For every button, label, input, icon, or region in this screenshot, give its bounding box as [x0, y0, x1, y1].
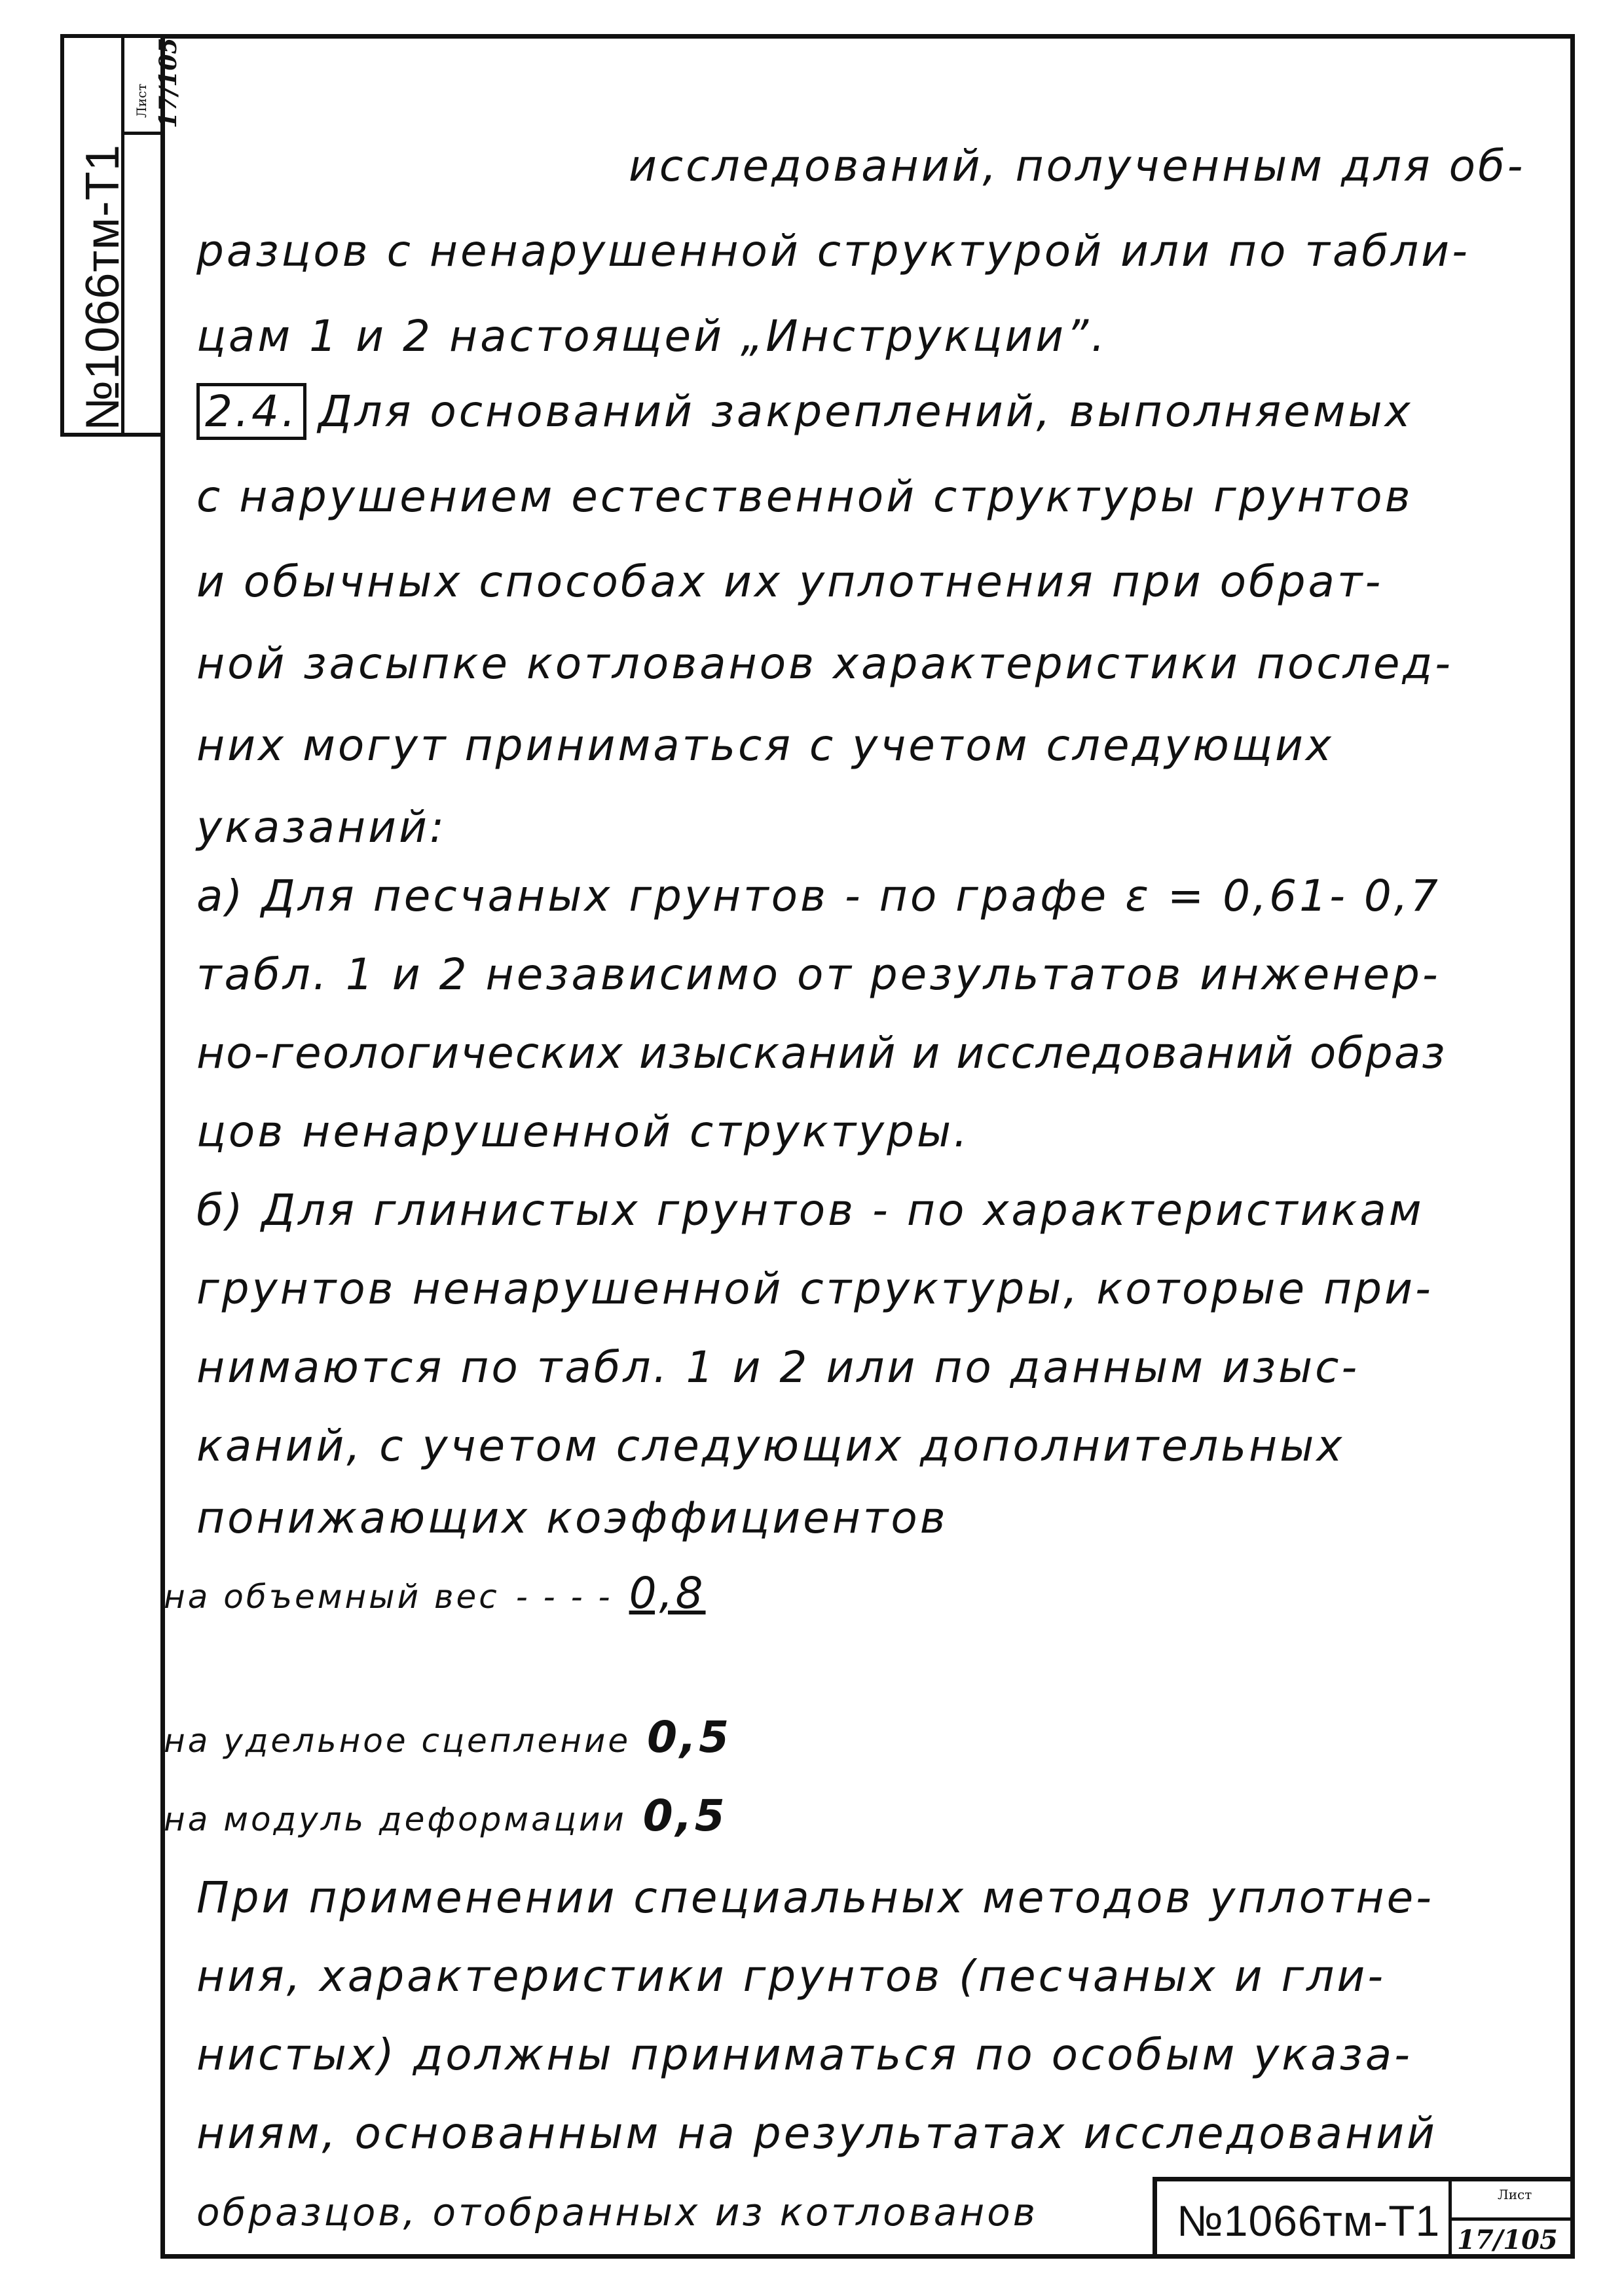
coefficient-dots: - - - - [515, 1578, 613, 1616]
text-line: б) Для глинистых грунтов - по характеристикам [196, 1185, 1424, 1235]
text-line: образцов, отобранных из котлованов [196, 2190, 1038, 2234]
text-line: но-геологических изысканий и исследований образ [196, 1028, 1447, 1078]
text-line: с нарушением естественной структуры грунтов [196, 471, 1413, 522]
text-line: каний, с учетом следующих дополнительных [196, 1421, 1345, 1471]
bottom-stamp-sheet-cell [1449, 2181, 1575, 2259]
side-stamp-code: №1066тм-Т1 [77, 144, 129, 431]
side-stamp-code-cell [64, 38, 129, 433]
section-heading-text: Для оснований закреплений, выполняемых [318, 386, 1413, 437]
text-line: ной засыпке котлованов характеристики послед- [196, 638, 1453, 689]
text-line: цов ненарушенной структуры. [196, 1106, 970, 1157]
coefficient-label: на объемный вес [164, 1578, 500, 1616]
text-line: При применении специальных методов уплотне- [196, 1872, 1434, 1923]
bottom-stamp-sheet-box [1452, 2217, 1575, 2259]
text-line: них могут приниматься с учетом следующих [196, 720, 1334, 771]
text-line: разцов с ненарушенной структурой или по табли- [196, 226, 1470, 276]
bottom-stamp-sheet-label: Лист [1498, 2187, 1532, 2202]
text-line [196, 383, 1413, 440]
section-number-box: 2.4. [196, 383, 306, 440]
text-line: нистых) должны приниматься по особым указа- [196, 2030, 1412, 2080]
coefficient-label: на удельное сцепление [164, 1722, 631, 1760]
bottom-stamp [1153, 2177, 1575, 2259]
text-line: табл. 1 и 2 независимо от результатов инженер- [196, 949, 1441, 1000]
coefficient-cohesion [164, 1712, 731, 1762]
coefficient-deformation-modulus [164, 1791, 728, 1841]
side-stamp-sheet-label: Лист [134, 83, 149, 118]
text-line: грунтов ненарушенной структуры, которые при- [196, 1264, 1433, 1314]
coefficient-label: на модуль деформации [164, 1800, 627, 1838]
bottom-stamp-sheet-number: 17/105 [1457, 2225, 1558, 2255]
text-line: цам 1 и 2 настоящей „Инструкции”. [196, 311, 1108, 361]
text-line: нимаются по табл. 1 и 2 или по данным изыс- [196, 1342, 1360, 1393]
coefficient-volume-weight [164, 1568, 706, 1618]
side-stamp-divider [124, 132, 160, 135]
coefficient-value: 0,8 [629, 1568, 706, 1618]
side-stamp-sheet-number: 17/105 [155, 37, 182, 128]
text-line: исследований, полученным для об- [629, 141, 1526, 191]
coefficient-value: 0,5 [642, 1791, 728, 1841]
side-stamp [60, 34, 182, 437]
coefficient-value: 0,5 [647, 1712, 732, 1762]
text-line: ния, характеристики грунтов (песчаных и гли- [196, 1951, 1386, 2001]
text-line: а) Для песчаных грунтов - по графе ε = 0,61- 0,7 [196, 871, 1441, 921]
text-line: понижающих коэффициентов [196, 1493, 948, 1543]
text-line: и обычных способах их уплотнения при обрат- [196, 556, 1384, 607]
text-line: указаний: [196, 802, 447, 852]
text-line: ниям, основанным на результатах исследований [196, 2108, 1437, 2159]
bottom-stamp-code: №1066тм-Т1 [1177, 2196, 1441, 2245]
